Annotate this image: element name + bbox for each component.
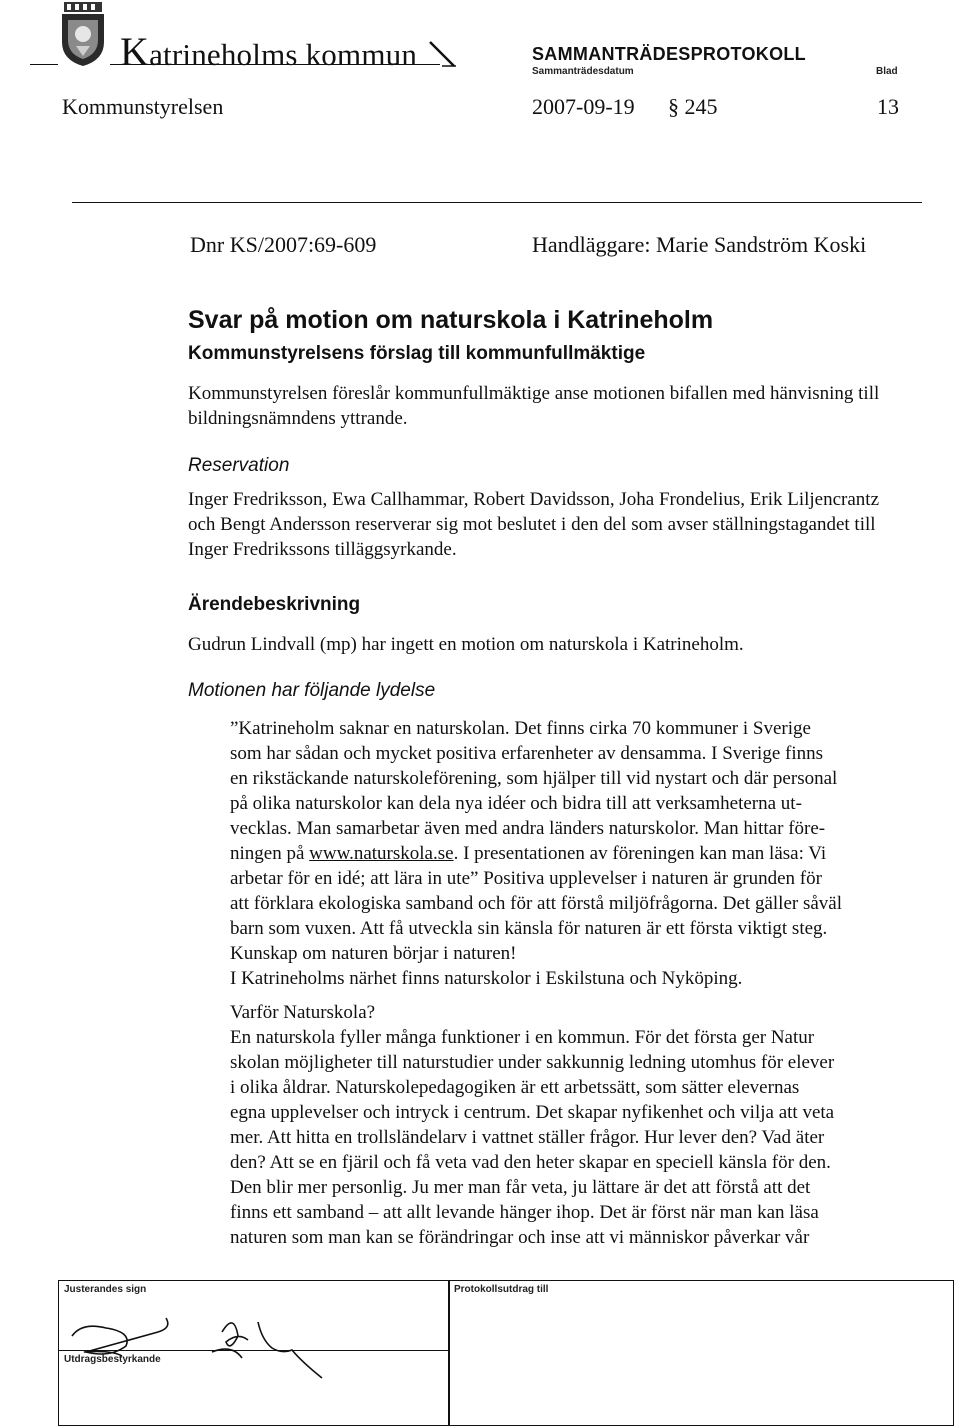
why-line: finns ett samband – att allt levande hänger ihop. Det är först när man kan läsa xyxy=(230,1202,819,1223)
case-description-text: Gudrun Lindvall (mp) har ingett en motion om naturskola i Katrineholm. xyxy=(188,634,744,655)
quote-line: ”Katrineholm saknar en naturskolan. Det finns cirka 70 kommuner i Sverige xyxy=(230,718,811,739)
quote-line: som har sådan och mycket positiva erfarenheter av densamma. I Sverige finns xyxy=(230,743,824,764)
why-heading: Varför Naturskola? xyxy=(230,1002,376,1023)
protocol-extract-label: Protokollsutdrag till xyxy=(454,1284,549,1295)
why-line: i olika åldrar. Naturskolepedagogiken är ett arbetssätt, som sätter elevernas xyxy=(230,1077,800,1098)
motion-heading: Motionen har följande lydelse xyxy=(188,680,436,701)
proposal-text: Kommunstyrelsen föreslår kommunfullmäktige anse motionen bifallen med hänvisning till bildningsnämndens yttrande. xyxy=(188,383,880,429)
naturskola-link[interactable]: www.naturskola.se xyxy=(309,843,454,864)
quote-line: arbetar för en idé; att lära in ute” Positiva upplevelser i naturen är grunden för xyxy=(230,868,822,889)
header-rule-left xyxy=(30,64,58,65)
date-label: Sammanträdesdatum xyxy=(532,66,634,77)
meeting-date: 2007-09-19 xyxy=(532,94,635,119)
municipal-crest-logo xyxy=(58,2,108,68)
why-line: skolan möjligheter till naturstudier under sakkunnig ledning utomhus för elever xyxy=(230,1052,835,1073)
reservation-heading: Reservation xyxy=(188,455,290,476)
page-number: 13 xyxy=(877,94,899,119)
case-number: Dnr KS/2007:69-609 xyxy=(190,232,377,257)
quote-line: att förklara ekologiska samband och för att förstå miljöfrågorna. Det gäller såväl xyxy=(230,893,842,914)
document-type-title: SAMMANTRÄDESPROTOKOLL xyxy=(532,44,806,64)
quote-line: på olika naturskolor kan dela nya idéer och bidra till att verksamheterna ut- xyxy=(230,793,802,814)
quote-line: Kunskap om naturen börjar i naturen! xyxy=(230,943,517,964)
motion-quote xyxy=(230,716,920,991)
case-handler: Handläggare: Marie Sandström Koski xyxy=(532,232,867,257)
why-line: naturen som man kan se förändringar och inse att vi människor påverkar vår xyxy=(230,1227,810,1248)
quote-line-with-link: ningen på www.naturskola.se. I presentationen av föreningen kan man läsa: Vi xyxy=(230,843,827,864)
committee-name: Kommunstyrelsen xyxy=(62,94,224,119)
paragraph-number: § 245 xyxy=(668,94,718,119)
why-line: mer. Att hitta en trollsländelarv i vattnet ställer frågor. Hur lever den? Vad äter xyxy=(230,1127,825,1148)
proposal-heading: Kommunstyrelsens förslag till kommunfullmäktige xyxy=(188,343,646,364)
quote-line: en rikstäckande naturskoleförening, som hjälper till vid nystart och där personal xyxy=(230,768,838,789)
why-section xyxy=(230,1000,920,1250)
why-line: En naturskola fyller många funktioner i en kommun. För det första ger Natur xyxy=(230,1027,815,1048)
why-line: den? Att se en fjäril och få veta vad den heter skapar en speciell känsla för den. xyxy=(230,1152,831,1173)
quote-line: barn som vuxen. Att få utveckla sin känsla för naturen är ett första viktigt steg. xyxy=(230,918,828,939)
header-corner-mark xyxy=(428,40,458,68)
document-title: Svar på motion om naturskola i Katrineholm xyxy=(188,306,714,334)
quote-line: vecklas. Man samarbetar även med andra länders naturskolor. Man hittar före- xyxy=(230,818,826,839)
why-line: Den blir mer personlig. Ju mer man får veta, ju lättare är det att förstå att det xyxy=(230,1177,811,1198)
page-label: Blad xyxy=(876,66,898,77)
reservation-text: Inger Fredriksson, Ewa Callhammar, Robert Davidsson, Joha Frondelius, Erik Liljencrantz och Bengt Andersson reserverar sig mot beslutet i den del som avser ställningstagandet till Inger Fredrikssons tilläggsyrkande. xyxy=(188,489,880,560)
case-description-heading: Ärendebeskrivning xyxy=(188,594,361,615)
handwritten-signature xyxy=(62,1292,362,1388)
signature-label: Justerandes sign xyxy=(64,1284,147,1295)
protocol-extract-box xyxy=(448,1280,954,1426)
why-line: egna upplevelser och intryck i centrum. Det skapar nyfikenhet och vilja att veta xyxy=(230,1102,835,1123)
extract-label: Utdragsbestyrkande xyxy=(64,1354,161,1365)
municipality-name: Katrineholms kommun xyxy=(120,29,418,74)
header-divider xyxy=(72,202,922,203)
quote-line: I Katrineholms närhet finns naturskolor i Eskilstuna och Nyköping. xyxy=(230,968,743,989)
